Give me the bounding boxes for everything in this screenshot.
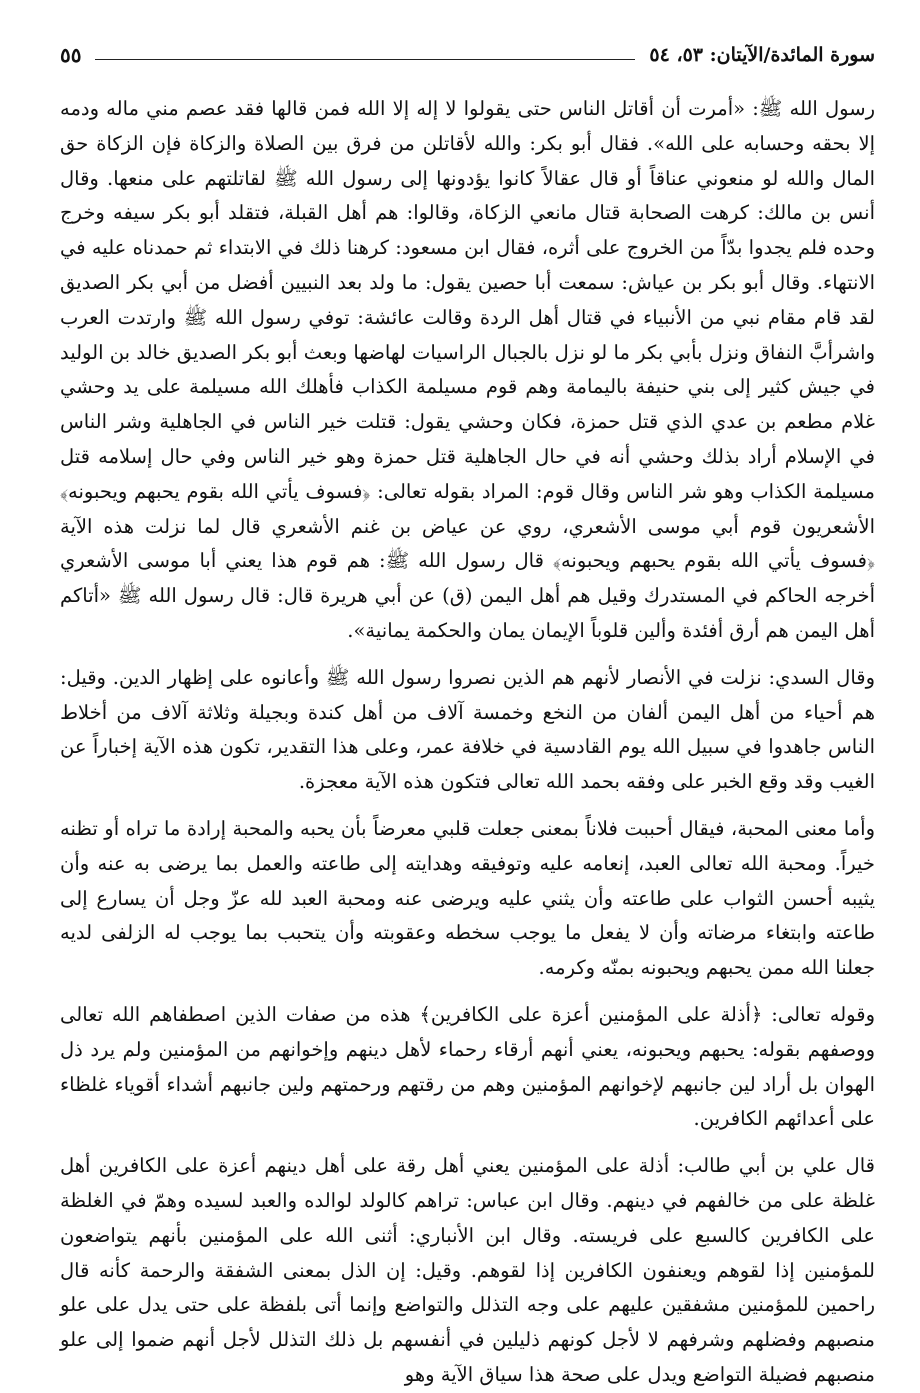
page-body (60, 92, 875, 1393)
paragraph-4: وقوله تعالى: ﴿أذلة على المؤمنين أعزة على الكافرين﴾ هذه من صفات الذين اصطفاهم الله تعالى ووصفهم بقوله: يحبهم ويحبونه، يعني أنهم أرقاء رحماء لأهل دينهم وإخوانهم من المؤمنين ولم يرد ذل الهوان بل أراد لين جانبهم لإخوانهم المؤمنين وهم من رقتهم ورحمتهم ولين جانبهم أشداء أقوياء غلظاء على أعدائهم الكافرين. (60, 1002, 875, 1131)
surah-reference: سورة المائدة/الآيتان: ٥٣، ٥٤ (649, 44, 875, 66)
paragraph-2: وقال السدي: نزلت في الأنصار لأنهم هم الذين نصروا رسول الله ﷺ وأعانوه على إظهار الدين. وقيل: هم أحياء من أهل اليمن ألفان من النخع وخمسة آلاف من أهل كندة وبجيلة وثلاثة آلاف من أخلاط الناس جاهدوا في سبيل الله يوم القادسية في خلافة عمر، وعلى هذا التقدير، تكون هذه الآية إخباراً عن الغيب وقد وقع الخبر على وفقه بحمد الله تعالى فتكون هذه الآية معجزة. (60, 665, 875, 794)
header-rule (95, 59, 635, 60)
paragraph-5: قال علي بن أبي طالب: أذلة على المؤمنين يعني أهل رقة على أهل دينهم أعزة على الكافرين أهل غلظة على من خالفهم في دينهم. وقال ابن عباس: تراهم كالولد لوالده والعبد لسيده وهمّ في الغلظة على الكافرين كالسبع على فريسته. وقال ابن الأنباري: أثنى الله على المؤمنين بأنهم يتواضعون للمؤمنين إذا لقوهم ويعنفون الكافرين إذا لقوهم. وقيل: إن الذل بمعنى الشفقة والرحمة كأنه قال راحمين للمؤمنين مشفقين عليهم على وجه التذلل والتواضع وإنما أتى بلفظة على حتى يدل على علو منصبهم وفضلهم وشرفهم لا لأجل كونهم ذليلين في أنفسهم بل ذلك التذلل لأجل أنهم ضموا إلى علو منصبهم فضيلة التواضع ويدل على صحة هذا سياق الآية وهو (60, 1154, 875, 1386)
book-page (60, 40, 875, 1386)
running-header (60, 40, 875, 70)
paragraph-1: رسول الله ﷺ: «أمرت أن أقاتل الناس حتى يقولوا لا إله إلا الله فمن قالها فقد عصم مني ماله ودمه إلا بحقه وحسابه على الله». فقال أبو بكر: والله لأقاتلن من فرق بين الصلاة والزكاة فإن الزكاة حق المال والله لو منعوني عناقاً أو قال عقالاً كانوا يؤدونها إلى رسول الله ﷺ لقاتلتهم على منعها. وقال أنس بن مالك: كرهت الصحابة قتال مانعي الزكاة، وقالوا: هم أهل القبلة، فتقلد أبو بكر سيفه وخرج وحده فلم يجدوا بدّاً من الخروج على أثره، فقال ابن مسعود: كرهنا ذلك في الابتداء ثم حمدناه عليه في الانتهاء. وقال أبو بكر بن عياش: سمعت أبا حصين يقول: ما ولد بعد النبيين أفضل من أبي بكر الصديق لقد قام مقام نبي من الأنبياء في قتال أهل الردة وقالت عائشة: توفي رسول الله ﷺ وارتدت العرب واشرأبَّ النفاق ونزل بأبي بكر ما لو نزل بالجبال الراسيات لهاضها وبعث أبو بكر الصديق خالد بن الوليد في جيش كثير إلى بني حنيفة باليمامة وهم قوم مسيلمة الكذاب فأهلك الله مسيلمة على يد وحشي غلام مطعم بن عدي الذي قتل حمزة، فكان وحشي يقول: قتلت خير الناس في الجاهلية وشر الناس في الإسلام أراد بذلك وحشي أنه في حال الجاهلية قتل حمزة وهو خير الناس وفي حال إسلامه قتل مسيلمة الكذاب وهو شر الناس وقال قوم: المراد بقوله تعالى: ﴿فسوف يأتي الله بقوم يحبهم ويحبونه﴾ الأشعريون قوم أبي موسى الأشعري، روي عن عياض بن غنم الأشعري قال لما نزلت هذه الآية ﴿فسوف يأتي الله بقوم يحبهم ويحبونه﴾ قال رسول الله ﷺ: هم قوم هذا يعني أبا موسى الأشعري أخرجه الحاكم في المستدرك وقيل هم أهل اليمن (ق) عن أبي هريرة قال: قال رسول الله ﷺ «أتاكم أهل اليمن هم أرق أفئدة وألين قلوباً الإيمان يمان والحكمة يمانية». (60, 97, 875, 642)
paragraph-3: وأما معنى المحبة، فيقال أحببت فلاناً بمعنى جعلت قلبي معرضاً بأن يحبه والمحبة إرادة ما تراه أو تظنه خيراً. ومحبة الله تعالى العبد، إنعامه عليه وتوفيقه وهدايته إلى طاعته والعمل بما يرضى به عنه وأن يثيبه أحسن الثواب على طاعته وأن يثني عليه ويرضى عنه ومحبة العبد لله عزّ وجل أن يسارع إلى طاعته وابتغاء مرضاته وأن لا يفعل ما يوجب سخطه وعقوبته وأن يتحبب بما يوجب له الزلفى لديه جعلنا الله ممن يحبهم ويحبونه بمنّه وكرمه. (60, 816, 875, 980)
page-number: ٥٥ (60, 43, 82, 67)
